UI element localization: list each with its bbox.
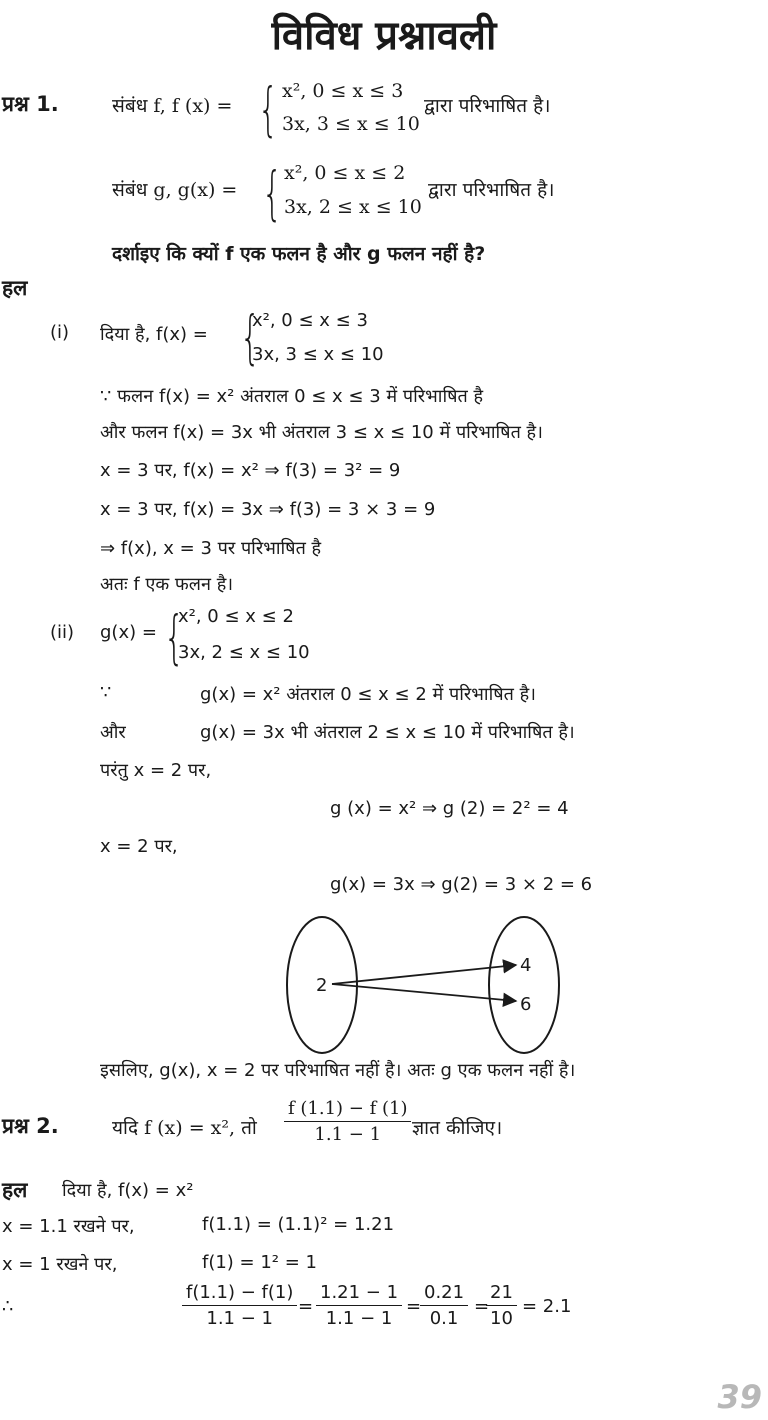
question-1-label: प्रश्न 1. — [2, 92, 59, 116]
fraction-denominator: 1.1 − 1 — [325, 1308, 393, 1329]
g-defined-text: द्वारा परिभाषित है। — [428, 179, 555, 201]
solution-1-conclusion: इसलिए, g(x), x = 2 पर परिभाषित नहीं है। अतः g एक फलन नहीं है। — [100, 1060, 576, 1081]
question-2-label: प्रश्न 2. — [2, 1114, 59, 1138]
fraction-numerator: f(1.1) − f(1) — [182, 1282, 297, 1306]
question-2-text-end: ज्ञात कीजिए। — [412, 1117, 503, 1139]
solution-line: और फलन f(x) = 3x भी अंतराल 3 ≤ x ≤ 10 में परिभाषित है। — [100, 422, 543, 443]
codomain-element-bottom: 6 — [520, 994, 532, 1015]
solution-line: ⇒ f(x), x = 3 पर परिभाषित है — [100, 538, 322, 559]
solution-line: परंतु x = 2 पर, — [100, 760, 212, 781]
f-defined-text: द्वारा परिभाषित है। — [424, 95, 551, 117]
solution-line: g(x) = x² अंतराल 0 ≤ x ≤ 2 में परिभाषित है। — [200, 684, 537, 705]
equals-sign: = — [406, 1296, 422, 1317]
fraction-numerator: 21 — [486, 1282, 517, 1306]
solution-line: x = 3 पर, f(x) = x² ⇒ f(3) = 3² = 9 — [100, 460, 401, 481]
equals-sign: = — [474, 1296, 490, 1317]
question-2-text: यदि f (x) = x², तो — [112, 1117, 257, 1139]
part-ii-intro: g(x) = — [100, 622, 157, 643]
equals-sign: = — [298, 1296, 314, 1317]
solution-line: अतः f एक फलन है। — [100, 574, 234, 595]
solution-line: x = 1.1 रखने पर, — [2, 1216, 135, 1237]
fraction-denominator: 0.1 — [429, 1308, 459, 1329]
solution-2-given: दिया है, f(x) = x² — [62, 1180, 194, 1201]
part-ii-brace: { — [164, 603, 185, 671]
mapping-diagram — [280, 915, 570, 1065]
fraction-denominator: 10 — [490, 1308, 513, 1329]
f-relation-intro: संबंध f, f (x) = — [112, 95, 233, 117]
page-number: 39 — [717, 1378, 762, 1416]
fraction-step-3 — [420, 1282, 468, 1329]
codomain-element-top: 4 — [520, 955, 532, 976]
domain-element: 2 — [316, 975, 328, 996]
f-case-2: 3x, 3 ≤ x ≤ 10 — [282, 113, 420, 135]
part-i-brace: { — [240, 303, 261, 371]
therefore-symbol: ∴ — [2, 1296, 14, 1317]
part-i-number: (i) — [50, 322, 70, 343]
solution-line: x = 2 पर, — [100, 836, 178, 857]
part-ii-case-1: x², 0 ≤ x ≤ 2 — [178, 606, 294, 627]
because-symbol: ∵ — [100, 682, 112, 703]
g-case-2: 3x, 2 ≤ x ≤ 10 — [284, 196, 422, 218]
fraction-step-1 — [182, 1282, 297, 1329]
solution-line: x = 1 रखने पर, — [2, 1254, 118, 1275]
solution-line: ∵ फलन f(x) = x² अंतराल 0 ≤ x ≤ 3 में परिभाषित है — [100, 386, 484, 407]
solution-line: g (x) = x² ⇒ g (2) = 2² = 4 — [330, 798, 569, 819]
fraction-numerator: 1.21 − 1 — [316, 1282, 402, 1306]
solution-line: f(1) = 1² = 1 — [202, 1252, 318, 1273]
solution-line: f(1.1) = (1.1)² = 1.21 — [202, 1214, 395, 1235]
fraction-denominator: 1.1 − 1 — [206, 1308, 273, 1329]
f-brace: { — [258, 75, 279, 143]
fraction-numerator: 0.21 — [420, 1282, 468, 1306]
fraction-step-2 — [316, 1282, 402, 1329]
solution-1-label: हल — [2, 276, 28, 300]
fraction-numerator: f (1.1) − f (1) — [284, 1098, 411, 1122]
solution-line: g(x) = 3x भी अंतराल 2 ≤ x ≤ 10 में परिभाषित है। — [200, 722, 575, 743]
question-1-ask: दर्शाइए कि क्यों f एक फलन है और g फलन नहीं है? — [112, 243, 486, 265]
f-case-1: x², 0 ≤ x ≤ 3 — [282, 80, 404, 102]
g-brace: { — [262, 159, 283, 227]
g-relation-intro: संबंध g, g(x) = — [112, 179, 238, 201]
part-i-intro: दिया है, f(x) = — [100, 324, 208, 345]
solution-line: g(x) = 3x ⇒ g(2) = 3 × 2 = 6 — [330, 874, 593, 895]
part-ii-number: (ii) — [50, 622, 75, 643]
solution-2-label: हल — [2, 1178, 28, 1202]
part-i-case-2: 3x, 3 ≤ x ≤ 10 — [252, 344, 384, 365]
fraction-denominator: 1.1 − 1 — [314, 1124, 382, 1145]
part-ii-case-2: 3x, 2 ≤ x ≤ 10 — [178, 642, 310, 663]
solution-line: x = 3 पर, f(x) = 3x ⇒ f(3) = 3 × 3 = 9 — [100, 499, 436, 520]
and-word: और — [100, 722, 126, 743]
part-i-case-1: x², 0 ≤ x ≤ 3 — [252, 310, 368, 331]
final-result: = 2.1 — [522, 1296, 572, 1317]
g-case-1: x², 0 ≤ x ≤ 2 — [284, 162, 406, 184]
codomain-ellipse — [489, 917, 559, 1053]
page-title: विविध प्रश्नावली — [271, 13, 497, 59]
fraction-step-4 — [486, 1282, 517, 1329]
question-2-fraction — [284, 1098, 411, 1145]
